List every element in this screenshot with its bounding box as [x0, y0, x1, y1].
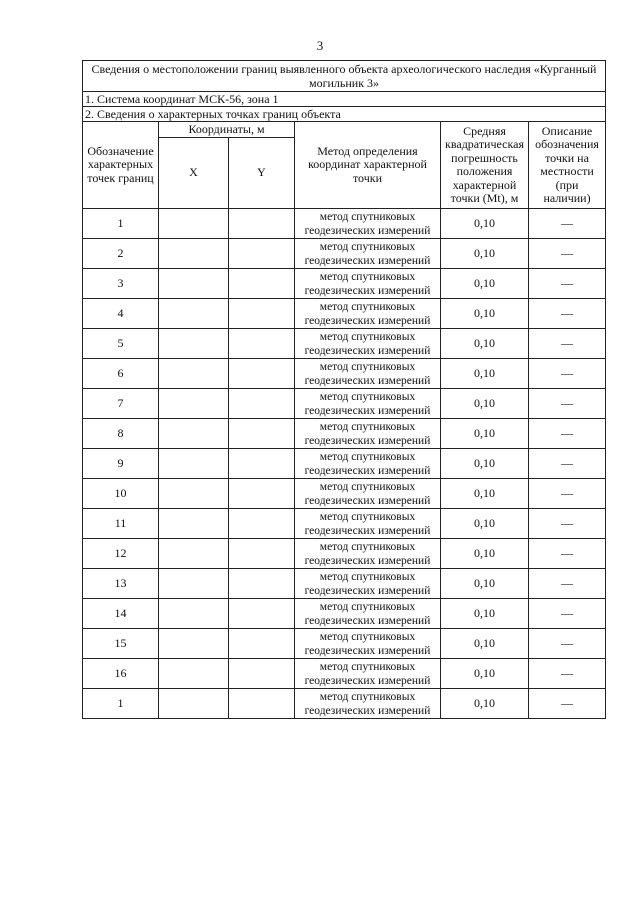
accuracy-value: 0,10 — [441, 509, 529, 539]
method-line-2: геодезических измерений — [304, 464, 431, 477]
coord-x — [159, 599, 229, 629]
method-line-2: геодезических измерений — [304, 314, 431, 327]
method-cell — [295, 209, 441, 239]
table-row — [83, 269, 606, 299]
coord-x — [159, 479, 229, 509]
coord-y — [229, 659, 295, 689]
method-line-1: метод спутниковых — [319, 450, 416, 463]
coord-y — [229, 569, 295, 599]
method-line-2: геодезических измерений — [304, 434, 431, 447]
description-value: — — [529, 599, 606, 629]
method-cell — [295, 599, 441, 629]
coord-x — [159, 389, 229, 419]
method-line-1: метод спутниковых — [319, 210, 416, 223]
method-cell — [295, 629, 441, 659]
table-row — [83, 509, 606, 539]
point-designation: 16 — [83, 659, 159, 689]
accuracy-value: 0,10 — [441, 209, 529, 239]
method-cell — [295, 659, 441, 689]
method-line-1: метод спутниковых — [319, 330, 416, 343]
method-line-1: метод спутниковых — [319, 570, 416, 583]
point-designation: 7 — [83, 389, 159, 419]
description-value: — — [529, 239, 606, 269]
coord-x — [159, 209, 229, 239]
method-line-2: геодезических измерений — [304, 374, 431, 387]
coord-x — [159, 569, 229, 599]
accuracy-value: 0,10 — [441, 359, 529, 389]
method-line-2: геодезических измерений — [304, 224, 431, 237]
section-heading-row: 2. Сведения о характерных точках границ объекта — [83, 107, 606, 122]
accuracy-value: 0,10 — [441, 569, 529, 599]
coord-y — [229, 689, 295, 719]
coordinate-system-row: 1. Система координат МСК-56, зона 1 — [83, 92, 606, 107]
table-row — [83, 449, 606, 479]
coord-x — [159, 659, 229, 689]
coord-y — [229, 239, 295, 269]
table-row — [83, 239, 606, 269]
method-line-1: метод спутниковых — [319, 510, 416, 523]
method-line-1: метод спутниковых — [319, 690, 416, 703]
coord-y — [229, 359, 295, 389]
method-cell — [295, 299, 441, 329]
method-line-1: метод спутниковых — [319, 660, 416, 673]
point-designation: 6 — [83, 359, 159, 389]
method-cell — [295, 449, 441, 479]
header-accuracy: Средняя квадратическая погрешность положения характерной точки (Mt), м — [441, 122, 529, 209]
method-cell — [295, 359, 441, 389]
table-row — [83, 689, 606, 719]
accuracy-value: 0,10 — [441, 419, 529, 449]
method-line-2: геодезических измерений — [304, 704, 431, 717]
method-line-2: геодезических измерений — [304, 554, 431, 567]
method-cell — [295, 329, 441, 359]
coord-y — [229, 329, 295, 359]
coord-x — [159, 359, 229, 389]
method-line-2: геодезических измерений — [304, 584, 431, 597]
description-value: — — [529, 449, 606, 479]
header-coordinates: Координаты, м — [159, 122, 295, 138]
accuracy-value: 0,10 — [441, 239, 529, 269]
accuracy-value: 0,10 — [441, 599, 529, 629]
coord-y — [229, 389, 295, 419]
method-line-1: метод спутниковых — [319, 390, 416, 403]
method-line-1: метод спутниковых — [319, 420, 416, 433]
method-line-2: геодезических измерений — [304, 404, 431, 417]
coord-y — [229, 509, 295, 539]
method-cell — [295, 689, 441, 719]
point-designation: 4 — [83, 299, 159, 329]
method-cell — [295, 419, 441, 449]
description-value: — — [529, 209, 606, 239]
method-line-2: геодезических измерений — [304, 614, 431, 627]
method-line-2: геодезических измерений — [304, 254, 431, 267]
coord-y — [229, 479, 295, 509]
description-value: — — [529, 629, 606, 659]
accuracy-value: 0,10 — [441, 659, 529, 689]
header-description: Описание обозначения точки на местности (при наличии) — [529, 122, 606, 209]
method-line-2: геодезических измерений — [304, 524, 431, 537]
point-designation: 2 — [83, 239, 159, 269]
point-designation: 1 — [83, 689, 159, 719]
header-designation: Обозначение характерных точек границ — [83, 122, 159, 209]
coord-x — [159, 299, 229, 329]
description-value: — — [529, 299, 606, 329]
method-cell — [295, 389, 441, 419]
point-designation: 1 — [83, 209, 159, 239]
table-title: Сведения о местоположении границ выявленного объекта археологического наследия «Курганный могильник 3» — [83, 61, 606, 92]
description-value: — — [529, 479, 606, 509]
method-line-2: геодезических измерений — [304, 344, 431, 357]
description-value: — — [529, 659, 606, 689]
method-cell — [295, 269, 441, 299]
point-designation: 3 — [83, 269, 159, 299]
coord-y — [229, 269, 295, 299]
accuracy-value: 0,10 — [441, 539, 529, 569]
coord-y — [229, 299, 295, 329]
description-value: — — [529, 689, 606, 719]
coord-y — [229, 539, 295, 569]
table-row — [83, 539, 606, 569]
method-line-1: метод спутниковых — [319, 540, 416, 553]
method-cell — [295, 569, 441, 599]
coord-x — [159, 419, 229, 449]
method-line-1: метод спутниковых — [319, 300, 416, 313]
coord-x — [159, 509, 229, 539]
table-row — [83, 389, 606, 419]
point-designation: 12 — [83, 539, 159, 569]
method-line-2: геодезических измерений — [304, 644, 431, 657]
accuracy-value: 0,10 — [441, 269, 529, 299]
table-row — [83, 659, 606, 689]
accuracy-value: 0,10 — [441, 479, 529, 509]
method-line-1: метод спутниковых — [319, 480, 416, 493]
header-x: X — [159, 138, 229, 209]
method-line-2: геодезических измерений — [304, 494, 431, 507]
coord-x — [159, 329, 229, 359]
coord-y — [229, 419, 295, 449]
coord-x — [159, 689, 229, 719]
method-line-1: метод спутниковых — [319, 360, 416, 373]
method-line-2: геодезических измерений — [304, 284, 431, 297]
method-line-1: метод спутниковых — [319, 600, 416, 613]
header-y: Y — [229, 138, 295, 209]
method-line-2: геодезических измерений — [304, 674, 431, 687]
description-value: — — [529, 269, 606, 299]
point-designation: 8 — [83, 419, 159, 449]
coord-y — [229, 449, 295, 479]
point-designation: 10 — [83, 479, 159, 509]
accuracy-value: 0,10 — [441, 449, 529, 479]
table-row — [83, 329, 606, 359]
point-designation: 13 — [83, 569, 159, 599]
point-designation: 9 — [83, 449, 159, 479]
method-line-1: метод спутниковых — [319, 240, 416, 253]
accuracy-value: 0,10 — [441, 389, 529, 419]
accuracy-value: 0,10 — [441, 689, 529, 719]
coord-x — [159, 269, 229, 299]
description-value: — — [529, 419, 606, 449]
coord-y — [229, 629, 295, 659]
method-cell — [295, 479, 441, 509]
table-row — [83, 599, 606, 629]
method-cell — [295, 239, 441, 269]
table-row — [83, 419, 606, 449]
accuracy-value: 0,10 — [441, 629, 529, 659]
coord-x — [159, 449, 229, 479]
method-line-1: метод спутниковых — [319, 630, 416, 643]
method-line-1: метод спутниковых — [319, 270, 416, 283]
coord-y — [229, 599, 295, 629]
description-value: — — [529, 389, 606, 419]
table-row — [83, 209, 606, 239]
table-row — [83, 569, 606, 599]
point-designation: 14 — [83, 599, 159, 629]
method-cell — [295, 509, 441, 539]
coord-y — [229, 209, 295, 239]
coord-x — [159, 239, 229, 269]
header-method: Метод определения координат характерной точки — [295, 122, 441, 209]
accuracy-value: 0,10 — [441, 299, 529, 329]
coord-x — [159, 629, 229, 659]
description-value: — — [529, 329, 606, 359]
table-row — [83, 629, 606, 659]
accuracy-value: 0,10 — [441, 329, 529, 359]
description-value: — — [529, 509, 606, 539]
boundary-points-table — [82, 60, 606, 719]
description-value: — — [529, 539, 606, 569]
point-designation: 5 — [83, 329, 159, 359]
description-value: — — [529, 359, 606, 389]
description-value: — — [529, 569, 606, 599]
point-designation: 11 — [83, 509, 159, 539]
table-row — [83, 359, 606, 389]
page-number: 3 — [316, 38, 324, 53]
coord-x — [159, 539, 229, 569]
table-row — [83, 299, 606, 329]
method-cell — [295, 539, 441, 569]
point-designation: 15 — [83, 629, 159, 659]
table-row — [83, 479, 606, 509]
